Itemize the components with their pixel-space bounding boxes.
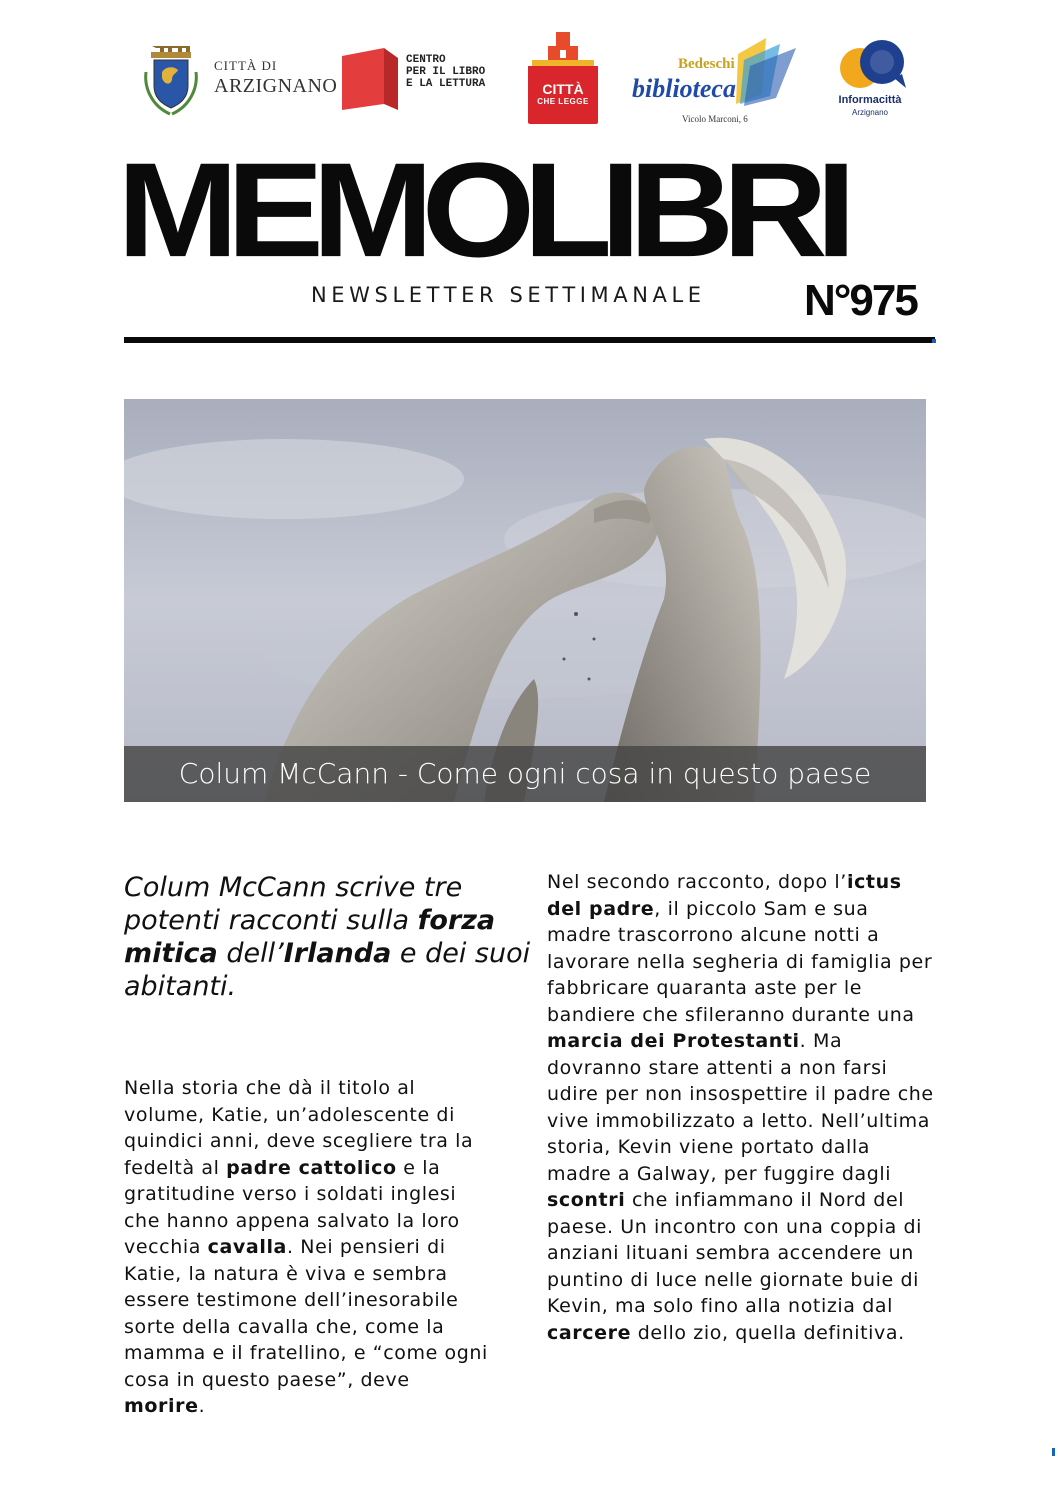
lead-text-2: dell’ <box>217 938 284 969</box>
left-text-2: e la gratitudine verso i soldati inglesi che hanno appena salvato la loro vecchia <box>124 1156 460 1258</box>
logo-row <box>0 28 1058 128</box>
right-bold-3: scontri <box>547 1189 626 1211</box>
page-edge-mark <box>1052 1448 1055 1456</box>
left-bold-1: padre cattolico <box>226 1156 397 1179</box>
article-column-left <box>124 1075 496 1420</box>
cpl-line-1: CENTRO <box>406 54 446 66</box>
left-bold-3: morire <box>124 1395 199 1417</box>
bedeschi-label: Bedeschi <box>678 56 735 72</box>
hero-image <box>124 399 926 802</box>
right-bold-4: carcere <box>547 1321 632 1344</box>
lead-bold-1: forza mitica <box>124 905 496 969</box>
cpl-line-3: E LA LETTURA <box>406 78 486 90</box>
masthead-subtitle: NEWSLETTER SETTIMANALE <box>311 283 706 307</box>
lead-text-1: Colum McCann scrive tre potenti racconti sulla <box>124 872 463 936</box>
hero-caption: Colum McCann - Come ogni cosa in questo paese <box>124 746 926 802</box>
cpl-line-2: PER IL LIBRO <box>406 66 486 78</box>
lead-paragraph <box>124 871 534 1003</box>
header-divider <box>124 337 935 343</box>
informacitta-sub-label: Arzignano <box>851 108 889 117</box>
right-text-3: . Ma dovranno stare attenti a non farsi udire per non insospettire il padre che vive immobilizzato a letto. Nell’ultima storia, Kevin viene portato dalla madre a Galway, per fuggire dagli <box>547 1030 934 1185</box>
right-text-5: dello zio, quella definitiva. <box>631 1321 905 1344</box>
lead-text-3: e dei suoi abitanti. <box>124 938 531 1002</box>
arzignano-label: ARZIGNANO <box>214 75 338 97</box>
lead-bold-2: Irlanda <box>283 938 392 969</box>
left-text-1: Nella storia che dà il titolo al volume, Katie, un’adolescente di quindici anni, deve scegliere tra la fedeltà al <box>124 1077 474 1179</box>
ccl-line-2: CHE LEGGE <box>537 97 589 106</box>
informacitta-label: Informacittà <box>838 94 902 106</box>
issue-number: N°975 <box>804 276 917 325</box>
right-text-4: che infiammano il Nord del paese. Un incontro con una coppia di anziani lituani sembra accendere un puntino di luce nelle giornate buie di Kevin, ma solo fino alla notizia dal <box>547 1189 923 1317</box>
article-column-right <box>547 869 937 1346</box>
left-bold-2: cavalla <box>207 1236 287 1258</box>
centro-libro-logo <box>340 46 510 116</box>
masthead-title: MEMOLIBRI <box>117 134 845 285</box>
red-book-icon <box>340 46 404 110</box>
right-bold-2: marcia dei Protestanti <box>547 1030 800 1052</box>
horses-photo <box>124 399 926 802</box>
citta-di-label: CITTÀ DI <box>214 58 278 73</box>
left-text-3: . Nei pensieri di Katie, la natura è viva e sembra essere testimone dell’inesorabile sorte della cavalla che, come la mamma e il fratellino, e “come ogni cosa in questo paese”, deve <box>124 1236 488 1391</box>
right-bold-1: ictus del padre <box>547 871 902 920</box>
left-text-4: . <box>198 1395 206 1417</box>
right-text-2: , il piccolo Sam e sua madre trascorrono alcune notti a lavorare nella segheria di famiglia per fabbricare quaranta aste per le bandiere che sfileranno durante una <box>547 897 933 1026</box>
biblioteca-label: biblioteca <box>632 74 736 103</box>
speech-bubbles-icon <box>820 38 920 94</box>
ccl-line-1: CITTÀ <box>542 81 584 97</box>
divider-accent <box>932 339 936 343</box>
biblioteca-address: Vicolo Marconi, 6 <box>682 114 748 124</box>
informacitta-logo <box>820 38 920 124</box>
tower-icon <box>520 32 606 124</box>
citta-che-legge-logo <box>520 32 606 124</box>
biblioteca-logo <box>630 34 800 128</box>
city-crest-icon <box>142 42 200 118</box>
citta-di-arzignano-logo <box>142 36 342 122</box>
right-text-1: Nel secondo racconto, dopo l’ <box>547 871 847 893</box>
